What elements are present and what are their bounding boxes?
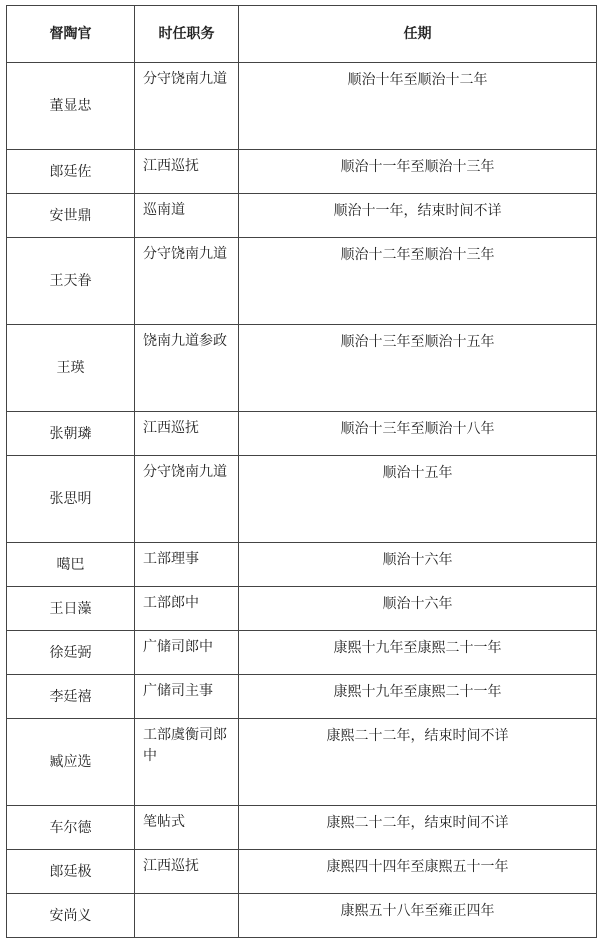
table-row [7,543,597,587]
cell-name: 安世鼎 [7,194,135,238]
cell-term: 顺治十五年 [239,456,597,543]
supervisor-table [6,5,597,938]
cell-term: 康熙四十四年至康熙五十一年 [239,850,597,894]
cell-name: 王瑛 [7,325,135,412]
header-supervisor: 督陶官 [7,6,135,63]
cell-name: 张思明 [7,456,135,543]
cell-term: 康熙二十二年，结束时间不详 [239,719,597,806]
cell-post: 江西巡抚 [135,412,239,456]
cell-post: 工部虞衡司郎中 [135,719,239,806]
cell-name: 噶巴 [7,543,135,587]
header-term: 任期 [239,6,597,63]
table-row [7,850,597,894]
cell-name: 安尚义 [7,894,135,938]
cell-post: 工部郎中 [135,587,239,631]
cell-post: 分守饶南九道 [135,456,239,543]
cell-post: 笔帖式 [135,806,239,850]
cell-post: 分守饶南九道 [135,63,239,150]
cell-name: 车尔德 [7,806,135,850]
cell-term: 康熙十九年至康熙二十一年 [239,631,597,675]
table-row [7,587,597,631]
cell-name: 董显忠 [7,63,135,150]
cell-term: 顺治十三年至顺治十八年 [239,412,597,456]
cell-post: 饶南九道参政 [135,325,239,412]
table-row [7,63,597,150]
header-post: 时任职务 [135,6,239,63]
table-row [7,325,597,412]
cell-post: 分守饶南九道 [135,238,239,325]
cell-name: 王日藻 [7,587,135,631]
cell-term: 顺治十六年 [239,543,597,587]
cell-term: 康熙十九年至康熙二十一年 [239,675,597,719]
header-row [7,6,597,63]
table-row [7,719,597,806]
cell-name: 臧应选 [7,719,135,806]
cell-post: 广储司主事 [135,675,239,719]
table-row [7,806,597,850]
table-row [7,238,597,325]
table-row [7,631,597,675]
cell-name: 徐廷弼 [7,631,135,675]
cell-term: 顺治十三年至顺治十五年 [239,325,597,412]
table-row [7,675,597,719]
table-row [7,194,597,238]
cell-term: 顺治十一年至顺治十三年 [239,150,597,194]
cell-name: 郎廷佐 [7,150,135,194]
cell-term: 顺治十六年 [239,587,597,631]
cell-term: 顺治十年至顺治十二年 [239,63,597,150]
table-row [7,150,597,194]
cell-post [135,894,239,938]
table-row [7,412,597,456]
cell-term: 顺治十一年，结束时间不详 [239,194,597,238]
cell-name: 李廷禧 [7,675,135,719]
cell-post: 工部理事 [135,543,239,587]
cell-post: 巡南道 [135,194,239,238]
cell-post: 江西巡抚 [135,150,239,194]
cell-term: 康熙五十八年至雍正四年 [239,894,597,938]
cell-name: 郎廷极 [7,850,135,894]
cell-name: 王天眷 [7,238,135,325]
table-row [7,894,597,938]
cell-post: 江西巡抚 [135,850,239,894]
table-row [7,456,597,543]
cell-term: 顺治十二年至顺治十三年 [239,238,597,325]
cell-post: 广储司郎中 [135,631,239,675]
cell-term: 康熙二十二年，结束时间不详 [239,806,597,850]
cell-name: 张朝璘 [7,412,135,456]
